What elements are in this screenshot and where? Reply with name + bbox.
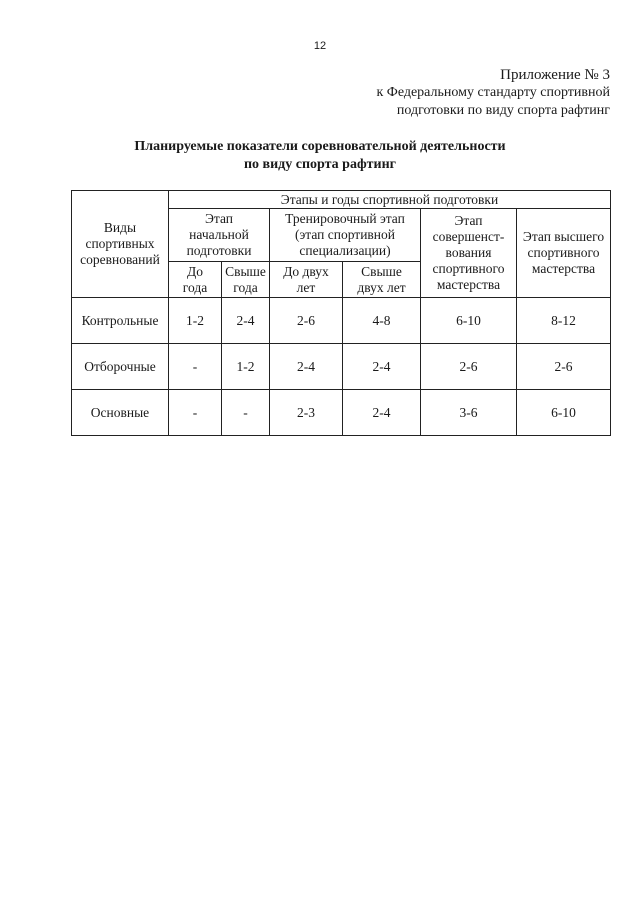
table-row — [72, 390, 611, 436]
value-cell: - — [222, 390, 270, 436]
stage-improvement-label: Этап совершенст-вования спортивного мастерства — [432, 213, 505, 292]
value-cell: 2-4 — [270, 344, 343, 390]
subheader-initial-up-to — [169, 262, 222, 298]
stage-highest-cell — [517, 209, 611, 298]
value-cell: 2-4 — [343, 390, 421, 436]
value-cell: - — [169, 390, 222, 436]
title-line-2: по виду спорта рафтинг — [243, 157, 397, 172]
appendix-block — [376, 66, 610, 120]
stage-training-cell — [270, 209, 421, 262]
stage-improvement-cell — [421, 209, 517, 298]
subheader-initial-over — [222, 262, 270, 298]
subheader-label: Свыше двух лет — [357, 263, 406, 295]
row-header-label: Виды спортивных соревнований — [80, 220, 160, 267]
table-row — [72, 344, 611, 390]
value-cell: 2-4 — [222, 298, 270, 344]
stage-highest-label: Этап высшего спортивного мастерства — [522, 229, 605, 276]
value-cell: 8-12 — [517, 298, 611, 344]
appendix-line-1: Приложение № 3 — [500, 67, 610, 83]
value-cell: 2-4 — [343, 344, 421, 390]
subheader-label: До года — [182, 263, 208, 295]
appendix-line-3: подготовки по виду спорта рафтинг — [396, 103, 610, 118]
value-cell: 6-10 — [421, 298, 517, 344]
group-header-cell: Этапы и годы спортивной подготовки — [169, 191, 611, 209]
row-header-cell — [72, 191, 169, 298]
page-number: 12 — [313, 40, 327, 52]
subheader-training-up-to — [270, 262, 343, 298]
subheader-training-over — [343, 262, 421, 298]
value-cell: 1-2 — [169, 298, 222, 344]
document-title — [0, 138, 640, 174]
competition-table — [71, 190, 611, 436]
value-cell: 3-6 — [421, 390, 517, 436]
value-cell: 2-6 — [270, 298, 343, 344]
competition-type-cell: Контрольные — [72, 298, 169, 344]
value-cell: - — [169, 344, 222, 390]
competition-type-cell: Основные — [72, 390, 169, 436]
stage-training-label: Тренировочный этап (этап спортивной специализации) — [285, 211, 405, 258]
competition-type-cell: Отборочные — [72, 344, 169, 390]
value-cell: 1-2 — [222, 344, 270, 390]
subheader-label: До двух лет — [283, 263, 329, 295]
stage-initial-label: Этап начальной подготовки — [186, 211, 252, 258]
value-cell: 6-10 — [517, 390, 611, 436]
value-cell: 2-3 — [270, 390, 343, 436]
value-cell: 4-8 — [343, 298, 421, 344]
appendix-line-2: к Федеральному стандарту спортивной — [376, 85, 610, 100]
subheader-label: Свыше года — [225, 263, 266, 295]
title-line-1: Планируемые показатели соревновательной деятельности — [134, 139, 506, 154]
value-cell: 2-6 — [421, 344, 517, 390]
stage-initial-cell — [169, 209, 270, 262]
header-row-1 — [72, 191, 611, 209]
value-cell: 2-6 — [517, 344, 611, 390]
table-row — [72, 298, 611, 344]
